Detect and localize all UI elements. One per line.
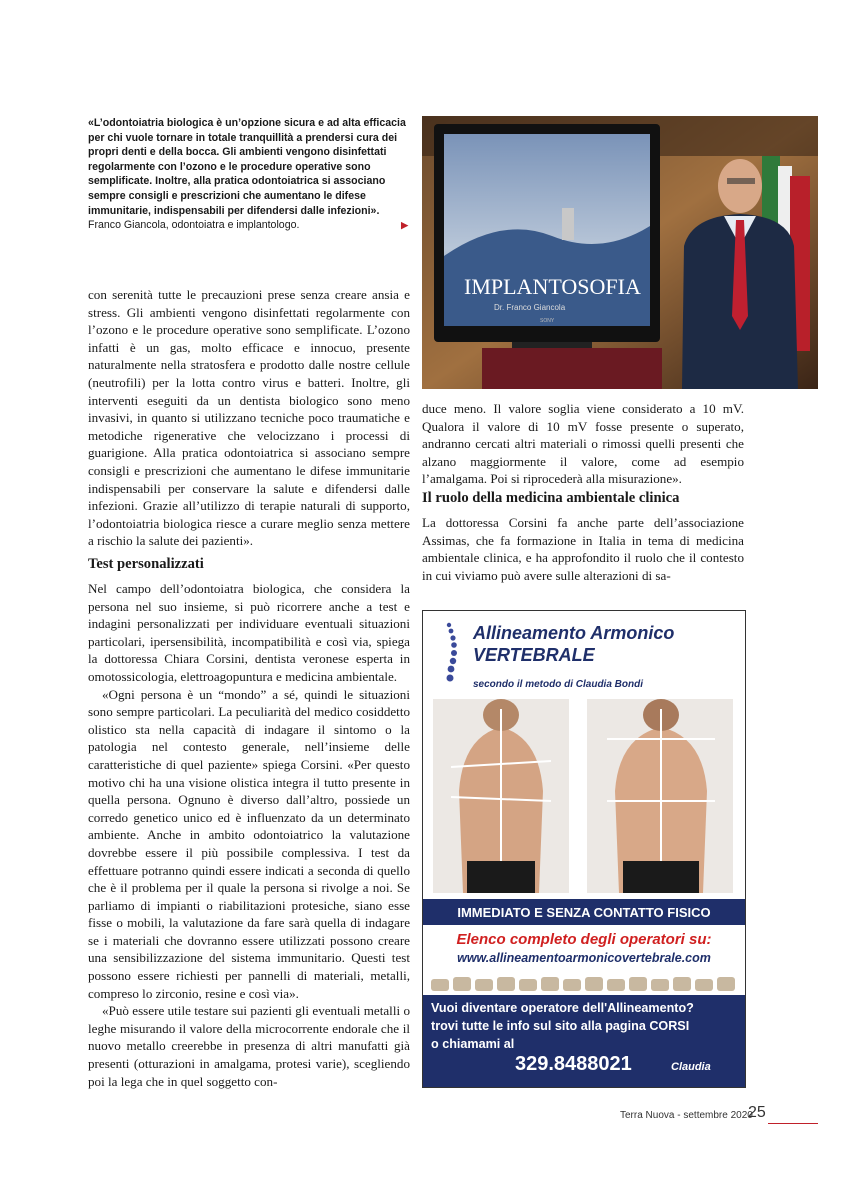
tv-title: IMPLANTOSOFIA (464, 274, 641, 299)
column-2-mid (422, 514, 744, 584)
section-heading-medicina: Il ruolo della medicina ambientale clinica (422, 490, 680, 506)
ad-phone: 329.8488021 (515, 1053, 632, 1075)
ad-subtitle: secondo il metodo di Claudia Bondi (473, 679, 644, 690)
ad-cta-3: o chiamami al (431, 1037, 515, 1051)
ad-cta-2: trovi tutte le info sul sito alla pagina CORSI (431, 1019, 690, 1033)
ad-list-title: Elenco completo degli operatori su: (456, 931, 712, 948)
column-2-top (422, 400, 744, 488)
caption-quote: «L’odontoiatria biologica è un’opzione sicura e ad alta efficacia per chi vuole tornare in totale tranquillità a prendersi cura dei propri denti e della bocca. Gli ambienti vengono disinfettati regolarmente con l’ozono e le procedure operative sono semplificate. Inoltre, alla pratica odontoiatrica si associano sempre consigli e prescrizioni che aumentano le difese immunitarie, indispensabili per difendersi dalle infezioni». (88, 117, 406, 217)
ad-title-1: Allineamento Armonico (473, 623, 675, 643)
footer-rule (768, 1123, 818, 1124)
paragraph: «Può essere utile testare sui pazienti gli eventuali metalli o leghe misurando il valore della microcorrente endorale che il nuovo metallo creerebbe in presenza di altri manufatti già presenti (otturazioni in amalgama, protesi varie), scegliendo poi la lega che in quel soggetto con- (88, 1003, 410, 1089)
caption-author: Franco Giancola, odontoiatra e implantologo. (88, 219, 300, 232)
photo-dentist (422, 116, 818, 389)
ad-title-2: VERTEBRALE (473, 645, 595, 665)
page-number: 25 (748, 1104, 766, 1121)
column-1-bottom (88, 580, 410, 1090)
paragraph: «Ogni persona è un “mondo” a sé, quindi le situazioni sono sempre particolari. La peculiarità del medico cosiddetto olistico sta nella capacità di indagare il sintomo o la patologia nel contesto generale, nell’insieme delle caratteristiche di quel paziente» spiega Corsini. «Per questo motivo chi ha una visione olistica integra il tutto presente in quella persona. Ognuno è diverso dall’altro, possiede un corredo genetico unico ed è influenzato da un determinato ambiente. Anche in ambito odontoiatrico la valutazione dovrebbe essere il più possibile complessiva. I test da effettuare potranno quindi essere indicati a seconda di quello che è il problema per il quale la persona si rivolge a noi. Se parliamo di impianti o riabilitazioni protesiche, siano esse fisse o mobili, la valutazione da fare sarà quella di indagare se i materiali che dovranno essere utilizzati possono creare una sensibilizzazione del sistema immunitario. Questi test possono essere richiesti per pannelli di materiali, metalli, compreso lo zirconio, resine e così via». (88, 686, 410, 1001)
section-heading-test: Test personalizzati (88, 556, 204, 572)
photo-illustration (422, 116, 818, 389)
caption-arrow-icon: ▶ (401, 220, 408, 231)
paragraph: duce meno. Il valore soglia viene considerato a 10 mV. Qualora il valore di 10 mV fosse presente o superato, andranno cercati altri materiali o rimossi quelli presenti che alzano maggiormente il valore, come ad esempio l’amalgama. Poi si riprocederà alla misurazione». (422, 401, 744, 487)
ad-band-text: IMMEDIATO E SENZA CONTATTO FISICO (457, 905, 711, 920)
ad-name: Claudia (671, 1061, 711, 1073)
photo-caption (88, 116, 408, 233)
tv-brand: SONY (540, 318, 555, 324)
paragraph: con serenità tutte le precauzioni prese senza creare ansia e stress. Gli ambienti vengono disinfettati regolarmente con l’ozono e le procedure operative sono semplificate. L’ozono infatti è un gas, molto efficace e innocuo, presente naturalmente nella stratosfera e prodotto dalle nostre cellule (neutrofili) per la lotta contro virus e batteri. Inoltre, gli interventi eseguiti da un dentista biologico sono meno invasivi, in quanto si utilizzano tecniche poco traumatiche e metodiche rigenerative che velocizzano i processi di guarigione. Alla pratica odontoiatrica si associano sempre consigli e prescrizioni che aumentano le difese immunitarie indispensabili per conservare la salute e difendersi dalle infezioni. Grazie all’utilizzo di terapie naturali di supporto, l’odontoiatria biologica riesce a curare meglio senza mettere a rischio la salute dei pazienti». (88, 287, 410, 549)
ad-cta-1: Vuoi diventare operatore dell'Allineamento? (431, 1001, 694, 1015)
paragraph: Nel campo dell’odontoiatra biologica, che considera la persona nel suo insieme, si può ricorrere anche a test e indagini personalizzati per individuare eventuali situazioni particolari, ipersensibilità, incompatibilità e così via, spiega la dottoressa Chiara Corsini, dentista veronese esperta in omotossicologia, elettroagopuntura e medicina ambientale. (88, 581, 410, 684)
advertisement (422, 610, 746, 1088)
footer-magazine: Terra Nuova - settembre 2020 (620, 1110, 753, 1121)
column-1-top (88, 286, 410, 550)
tv-subtitle: Dr. Franco Giancola (494, 303, 566, 312)
paragraph: La dottoressa Corsini fa anche parte dell’associazione Assimas, che fa formazione in Italia in tema di medicina ambientale clinica, e ha approfondito il ruolo che il contesto in cui viviamo può avere sulle alterazioni di sa- (422, 515, 744, 583)
ad-website: www.allineamentoarmonicovertebrale.com (457, 951, 711, 965)
